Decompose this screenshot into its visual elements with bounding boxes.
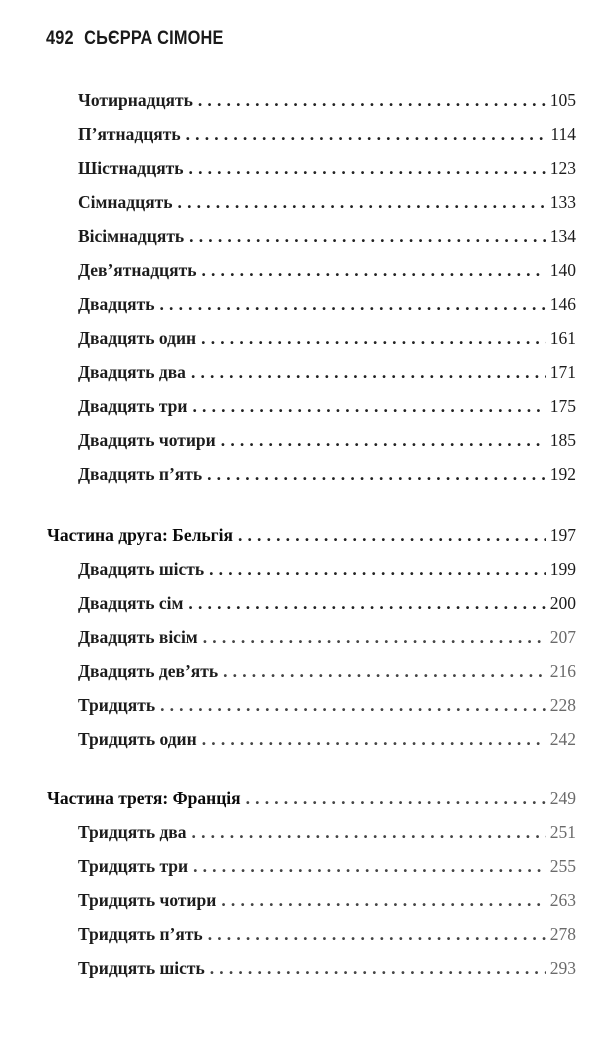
toc-entry: [78, 226, 576, 254]
dot-leader: [189, 158, 546, 179]
toc-part-entry: [47, 788, 576, 816]
toc-entry: [78, 856, 576, 884]
toc-entry: [78, 559, 576, 587]
header-page-number: 492: [46, 28, 74, 49]
dot-leader: [221, 890, 545, 911]
dot-leader: [160, 294, 546, 315]
toc-entry-page: 171: [549, 362, 576, 382]
toc-entry: [78, 593, 576, 621]
toc-entry: [78, 90, 576, 118]
toc-entry-page: 207: [549, 627, 576, 647]
dot-leader: [193, 856, 546, 877]
dot-leader: [193, 396, 546, 417]
toc-entry: [78, 890, 576, 918]
toc-entry-page: 140: [549, 260, 576, 280]
dot-leader: [207, 464, 546, 485]
toc-entry: [78, 661, 576, 689]
toc-entry: [78, 695, 576, 723]
dot-leader: [186, 124, 547, 145]
dot-leader: [188, 593, 545, 614]
toc-entry-title: П’ятнадцять: [78, 124, 181, 144]
dot-leader: [201, 328, 546, 349]
toc-entry-page: 255: [549, 856, 576, 876]
toc-entry-title: Двадцять чотири: [78, 430, 216, 450]
toc-entry-title: Двадцять один: [78, 328, 197, 348]
dot-leader: [246, 788, 546, 809]
toc-entry-title: Двадцять п’ять: [78, 464, 203, 484]
dot-leader: [209, 559, 546, 580]
toc-entry-title: Чотирнадцять: [78, 90, 193, 110]
toc-entry: [78, 158, 576, 186]
toc-entry: [78, 627, 576, 655]
toc-entry-page: 133: [549, 192, 576, 212]
toc-entry-title: Шістнадцять: [78, 158, 184, 178]
dot-leader: [201, 260, 545, 281]
toc-entry: [78, 822, 576, 850]
toc-entry: [78, 260, 576, 288]
toc-part-entry: [47, 525, 576, 553]
toc-entry-page: 197: [549, 525, 576, 545]
toc-entry-title: Двадцять: [78, 294, 155, 314]
dot-leader: [192, 822, 546, 843]
toc-entry: [78, 430, 576, 458]
dot-leader: [178, 192, 546, 213]
toc-entry-page: 175: [549, 396, 576, 416]
toc-entry-title: Частина друга: Бельгія: [47, 525, 233, 545]
toc-entry-page: 216: [549, 661, 576, 681]
toc-entry-page: 161: [549, 328, 576, 348]
toc-entry-page: 263: [549, 890, 576, 910]
dot-leader: [203, 627, 546, 648]
toc-entry-title: Дев’ятнадцять: [78, 260, 197, 280]
dot-leader: [223, 661, 546, 682]
running-header: [46, 28, 224, 50]
toc-entry-page: 293: [549, 958, 576, 978]
dot-leader: [221, 430, 546, 451]
dot-leader: [202, 729, 546, 750]
dot-leader: [210, 958, 546, 979]
dot-leader: [160, 695, 546, 716]
toc-entry-page: 185: [549, 430, 576, 450]
toc-entry-title: Тридцять один: [78, 729, 197, 749]
toc-entry-page: 200: [549, 593, 576, 613]
toc-entry-page: 105: [549, 90, 576, 110]
toc-entry-title: Частина третя: Франція: [47, 788, 241, 808]
toc-entry-title: Тридцять шість: [78, 958, 205, 978]
toc-entry-page: 134: [549, 226, 576, 246]
toc-entry-page: 114: [550, 124, 576, 144]
toc-entry-title: Двадцять вісім: [78, 627, 198, 647]
toc-entry-page: 249: [549, 788, 576, 808]
toc-entry-page: 146: [549, 294, 576, 314]
toc-entry: [78, 396, 576, 424]
toc-entry-page: 199: [549, 559, 576, 579]
toc-entry: [78, 362, 576, 390]
toc-entry-page: 278: [549, 924, 576, 944]
dot-leader: [208, 924, 546, 945]
dot-leader: [198, 90, 546, 111]
toc-entry-title: Тридцять чотири: [78, 890, 217, 910]
toc-entry-title: Тридцять три: [78, 856, 189, 876]
toc-entry-title: Сімнадцять: [78, 192, 173, 212]
toc-entry: [78, 192, 576, 220]
toc-entry: [78, 729, 576, 757]
toc-entry-title: Тридцять п’ять: [78, 924, 203, 944]
toc-entry-title: Тридцять два: [78, 822, 187, 842]
header-author: СЬЄРРА СІМОНЕ: [84, 28, 224, 49]
toc-entry-page: 251: [549, 822, 576, 842]
toc-entry-title: Двадцять дев’ять: [78, 661, 219, 681]
dot-leader: [189, 226, 546, 247]
dot-leader: [238, 525, 546, 546]
toc-entry-title: Двадцять два: [78, 362, 186, 382]
toc-entry-page: 192: [549, 464, 576, 484]
toc-entry-page: 123: [549, 158, 576, 178]
toc-entry-page: 228: [549, 695, 576, 715]
toc-entry-title: Двадцять три: [78, 396, 188, 416]
toc-entry: [78, 464, 576, 492]
toc-entry: [78, 958, 576, 986]
toc-entry: [78, 124, 576, 152]
toc-entry: [78, 294, 576, 322]
toc-entry-title: Двадцять сім: [78, 593, 184, 613]
toc-entry-page: 242: [549, 729, 576, 749]
toc-entry-title: Вісімнадцять: [78, 226, 185, 246]
toc-entry: [78, 328, 576, 356]
toc-entry-title: Тридцять: [78, 695, 156, 715]
dot-leader: [191, 362, 546, 383]
toc-entry: [78, 924, 576, 952]
toc-entry-title: Двадцять шість: [78, 559, 205, 579]
